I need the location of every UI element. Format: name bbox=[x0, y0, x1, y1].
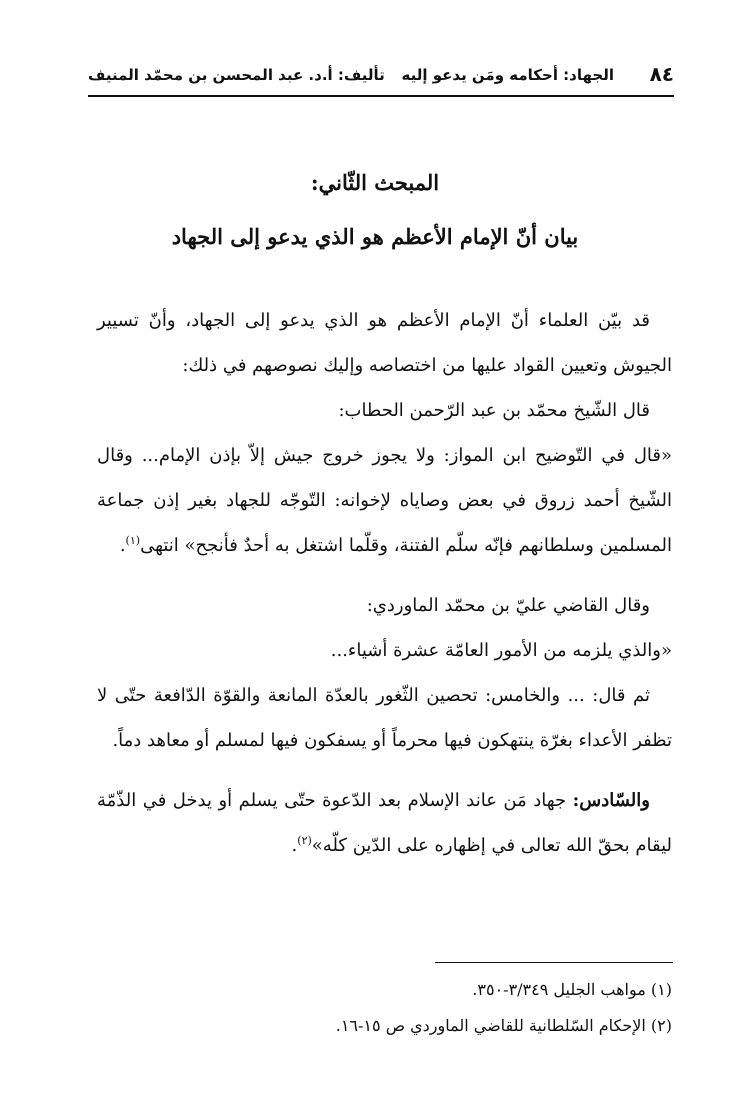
paragraph-fifth-duty: ثم قال: ... والخامس: تحصين الثّغور بالعدّة المانعة والقوّة الدّافعة حتّى لا تظفر الأعداء بغرّة ينتهكون فيها محرماً أو يسفكون فيها لمسلم أو معاهد دماً. bbox=[97, 685, 672, 751]
body-text bbox=[97, 298, 672, 868]
section-subtitle: بيان أنّ الإمام الأعظم هو الذي يدعو إلى الجهاد bbox=[171, 224, 579, 249]
running-header bbox=[88, 62, 674, 92]
paragraph-quote-hattab: «قال في التّوضيح ابن المواز: ولا يجوز خروج جيش إلاّ بإذن الإمام... وقال الشّيخ أحمد زروق في بعض وصاياه لإخوانه: التّوجّه للجهاد بغير إذن جماعة المسلمين وسلطانهم فإنّه سلّم الفتنة، وقلّما اشتغل به أحدٌ فأنجح» انتهى$^{(١)}$. bbox=[97, 445, 673, 556]
footnote-ref-2[interactable]: (٢) bbox=[297, 834, 312, 847]
section-title: المبحث الثّاني: bbox=[310, 170, 440, 195]
paragraph-citation-hattab: قال الشّيخ محمّد بن عبد الرّحمن الحطاب: bbox=[338, 400, 650, 421]
paragraph-citation-mawardi: وقال القاضي عليّ بن محمّد الماوردي: bbox=[366, 595, 650, 616]
footnote-1: (١) مواهب الجليل ٣/٣٤٩-٣٥٠. bbox=[472, 980, 672, 999]
book-title: الجهاد: أحكامه ومَن يدعو إليه bbox=[401, 66, 614, 84]
quote-hattab-text: «قال في التّوضيح ابن المواز: ولا يجوز خروج جيش إلاّ بإذن الإمام... وقال الشّيخ أحمد زروق في بعض وصاياه لإخوانه: التّوجّه للجهاد بغير إذن جماعة المسلمين وسلطانهم فإنّه سلّم الفتنة، وقلّما اشتغل به أحدٌ فأنجح» انتهى bbox=[97, 445, 673, 556]
sixth-duty-lead: والسّادس: bbox=[572, 790, 650, 811]
footnote-rule bbox=[435, 962, 673, 963]
page-number: ٨٤ bbox=[649, 62, 674, 86]
paragraph-intro: قد بيّن العلماء أنّ الإمام الأعظم هو الذي يدعو إلى الجهاد، وأنّ تسيير الجيوش وتعيين القواد عليها من اختصاصه وإليك نصوصهم في ذلك: bbox=[97, 310, 672, 376]
footnote-ref-1[interactable]: (١) bbox=[125, 534, 141, 547]
paragraph-quote-mawardi: «والذي يلزمه من الأمور العامّة عشرة أشياء... bbox=[330, 640, 672, 661]
paragraph-sixth-duty: والسّادس: جهاد مَن عاند الإسلام بعد الدّعوة حتّى يسلم أو يدخل في الذّمّة ليقام بحقّ الله تعالى في إظهاره على الدّين كلّه»$^{(٢)}$. bbox=[97, 790, 672, 856]
header-rule bbox=[88, 95, 674, 97]
sixth-duty-text: جهاد مَن عاند الإسلام بعد الدّعوة حتّى يسلم أو يدخل في الذّمّة ليقام بحقّ الله تعالى في إظهاره على الدّين كلّه» bbox=[97, 790, 672, 856]
footnotes bbox=[97, 972, 672, 1044]
author-credit: تأليف: أ.د. عبد المحسن بن محمّد المنيف bbox=[88, 66, 385, 84]
footnote-2: (٢) الإحكام السّلطانية للقاضي الماوردي ص ١٥-١٦. bbox=[335, 1016, 672, 1035]
